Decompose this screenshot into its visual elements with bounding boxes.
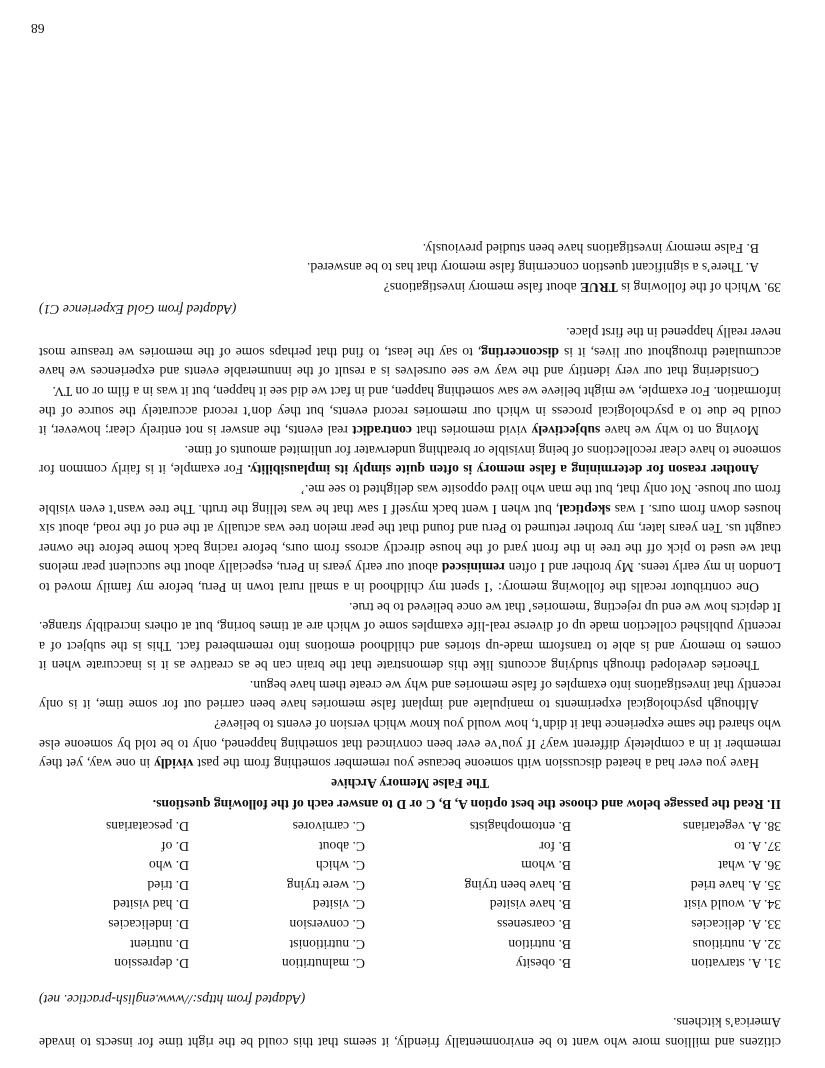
q39-option-a[interactable]: A. There’s a significant question concerning false memory that has to be answered. — [307, 260, 759, 276]
p1-text-a: Have you ever had a heated discussion with someone because you remember something from the past — [193, 756, 759, 772]
p6-text-e: real events, the answer is not entirely clear; however, it could be due to a psychological process in which our memories record events, but they don’t record accurately the source of the information. For example, we might believe we saw something happen, and in fact we did see it happen, but it was in a film or on TV. — [39, 384, 781, 439]
option-c[interactable]: C. were trying — [286, 877, 365, 893]
option-c[interactable]: C. visited — [312, 897, 365, 913]
option-b[interactable]: B. obesity — [515, 956, 571, 972]
option-a[interactable]: 33. A. delicacies — [691, 917, 781, 933]
q39-option-b[interactable]: B. False memory investigations have been studied previously. — [422, 240, 759, 256]
option-b[interactable]: B. have visited — [489, 897, 571, 913]
p6-bold-contradict: contradict — [352, 423, 412, 439]
question-39-stem — [39, 277, 781, 297]
p7-text-a: Considering that our very identity and the way we see ourselves is a result of the innumerable events and experiences we have accumulated throughout our lives, it is — [39, 344, 781, 380]
option-c[interactable]: C. nutritionist — [289, 936, 365, 952]
q39-text-c: about false memory investigations? — [383, 280, 580, 296]
question-options-31-38 — [39, 816, 781, 973]
option-row — [39, 875, 781, 895]
p1-bold-vividly: vividly — [154, 756, 194, 772]
option-d[interactable]: D. tried — [147, 877, 189, 893]
option-d[interactable]: D. who — [148, 858, 189, 874]
option-b[interactable]: B. whom — [521, 858, 571, 874]
carryover-paragraph: citizens and millions more who want to be environmentally friendly, it seems that this could be the right time for insects to invade America’s kitchens. — [39, 1015, 781, 1050]
option-b[interactable]: B. entomophagists — [469, 819, 571, 835]
p7-bold-disconcerting: disconcerting — [481, 344, 560, 360]
option-d[interactable]: D. nutrient — [130, 936, 189, 952]
option-row — [39, 836, 781, 856]
p4-text-a: One contributor recalls the following memory: ‘I spent my childhood in a small rural town in Peru, before my family moved to London in my early teens. My brother and I often — [39, 560, 781, 595]
option-row — [39, 954, 781, 974]
option-d[interactable]: D. of — [161, 838, 189, 854]
option-b[interactable]: B. coarseness — [497, 917, 571, 933]
q39-bold-true: TRUE — [579, 280, 618, 296]
option-row — [39, 934, 781, 954]
paragraph-5 — [39, 440, 781, 479]
p4-text-e: , but when I went back myself I saw that he was telling the truth. The tree wasn’t even visible from our house. Not only that, but the man who lived opposite was delighted to see me.’ — [39, 481, 781, 517]
option-c[interactable]: C. which — [315, 858, 365, 874]
p1-text-c: in one way, yet they remember it in a completely different way? If you’ve ever been convinced that something happened, only to be told by someone else who shared the same experience that it didn’t, how would you know which version of events to believe? — [39, 717, 781, 772]
option-b[interactable]: B. nutrition — [508, 936, 571, 952]
p5-text-b: For example, it is fairly common for someone to have clear recollections of being invisible or breathing underwater for unlimited amounts of time. — [39, 442, 781, 478]
p4-bold-skeptical: skeptical — [559, 501, 611, 517]
p4-bold-reminisced: reminisced — [441, 560, 505, 576]
p6-text-a: Moving on to why we have — [600, 423, 759, 439]
p5-bold-sentence: Another reason for determining a false memory is often quite simply its implausibility. — [247, 462, 759, 478]
question-39 — [39, 238, 781, 297]
option-d[interactable]: D. pescatarians — [105, 819, 189, 835]
option-row — [39, 895, 781, 915]
paragraph-6 — [39, 381, 781, 440]
paragraph-7 — [39, 323, 781, 382]
passage-title: The False Memory Archive — [331, 775, 489, 791]
paragraph-1 — [39, 715, 781, 774]
option-row — [39, 914, 781, 934]
option-row — [39, 816, 781, 836]
option-b[interactable]: B. have been trying — [464, 877, 571, 893]
option-c[interactable]: C. conversion — [289, 917, 365, 933]
option-a[interactable]: 36. A. what — [718, 858, 781, 874]
option-a[interactable]: 32. A. nutritious — [692, 936, 781, 952]
paragraph-2: Although psychological experiments to manipulate and implant false memories have been carried out for some time, it is only recently that investigations into examples of false memories and why we create them have begun. — [39, 677, 781, 713]
p6-text-c: vivid memories that — [411, 423, 532, 439]
option-d[interactable]: D. had visited — [113, 897, 189, 913]
option-a[interactable]: 31. A. starvation — [691, 956, 781, 972]
option-c[interactable]: C. carnivores — [292, 819, 365, 835]
part2-heading: II. Read the passage below and choose the best option A, B, C or D to answer each of the following questions. — [152, 797, 781, 813]
option-a[interactable]: 35. A. have tried — [690, 877, 781, 893]
option-d[interactable]: D. depression — [114, 956, 189, 972]
paragraph-4 — [39, 479, 781, 597]
passage-citation: (Adapted from Gold Experience C1) — [39, 301, 237, 317]
carryover-citation: (Adapted from https://www.english-practice. net) — [39, 991, 306, 1007]
p6-bold-subjectively: subjectively — [531, 423, 601, 439]
option-d[interactable]: D. indelicacies — [108, 917, 189, 933]
option-a[interactable]: 37. A. to — [734, 838, 781, 854]
page-content — [39, 238, 781, 1052]
option-c[interactable]: C. malnutrition — [281, 956, 365, 972]
option-a[interactable]: 38. A. vegetarians — [682, 819, 781, 835]
p7-text-c: , to say the least, to find that perhaps some of the memories we treasure most never really happened in the first place. — [39, 325, 781, 360]
paragraph-3: Theories developed through studying accounts like this demonstrate that the brain can be as creative as it is inaccurate when it comes to memory and is able to transform made-up stories and childhood emotions into remembered fact. This is the subject of a recently published collection made up of diverse real-life examples some of which are at times boring, but at others incredibly strange. It depicts how we end up rejecting ‘memories’ that we once believed to be true. — [39, 599, 781, 674]
p4-text-c: about our early years in Peru, especially about the succulent pear melons that we used to pick off the tree in the front yard of the house directly across from ours, before racing back home before the owner caught us. Ten years later, my brother returned to Peru and found that the pear melon tree was actually at the end of the road, about six houses down from ours. I was — [39, 501, 781, 576]
option-b[interactable]: B. for — [539, 838, 571, 854]
page-number: 68 — [31, 21, 45, 36]
option-c[interactable]: C. about — [318, 838, 365, 854]
option-row — [39, 856, 781, 876]
q39-text-a: 39. Which of the following is — [617, 280, 781, 296]
option-a[interactable]: 34. A. would visit — [683, 897, 781, 913]
